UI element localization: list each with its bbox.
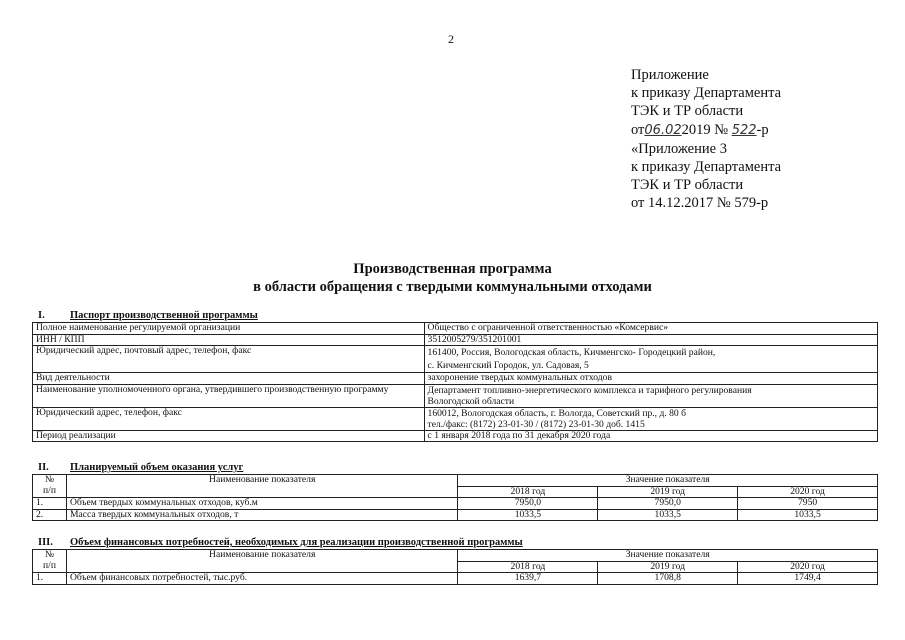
title-line: Производственная программа	[353, 261, 552, 277]
row-label: Вид деятельности	[33, 373, 425, 385]
table-row	[33, 384, 878, 407]
document-title	[0, 260, 905, 296]
appendix-block	[631, 66, 781, 213]
row-value: захоронение твердых коммунальных отходов	[424, 373, 877, 385]
appendix-line: к приказу Департамента	[631, 85, 782, 102]
appendix-line: ТЭК и ТР области	[631, 103, 744, 120]
row-label: Юридический адрес, почтовый адрес, телефон, факс	[33, 346, 425, 373]
appendix-line: «Приложение 3	[631, 140, 727, 157]
row-label: Наименование уполномоченного органа, утвердившего производственную программу	[33, 384, 425, 407]
col-header-name: Наименование показателя	[66, 550, 458, 573]
row-value: 1033,5	[738, 509, 878, 521]
table-row	[33, 334, 878, 346]
section-title: Паспорт производственной программы	[70, 310, 258, 321]
year-header: 2019 год	[598, 486, 738, 498]
row-value: с 1 января 2018 года по 31 декабря 2020 года	[424, 430, 877, 442]
passport-table	[32, 322, 878, 442]
financial-needs-table	[32, 549, 878, 585]
row-name: Объем финансовых потребностей, тыс.руб.	[66, 573, 458, 585]
row-value: 161400, Россия, Вологодская область, Кичменгско- Городецкий район, с. Кичменгский Городок, ул. Садовая, 5	[424, 346, 877, 373]
appendix-date-line	[631, 121, 781, 140]
section-title: Планируемый объем оказания услуг	[70, 462, 244, 473]
row-value: 1639,7	[458, 573, 598, 585]
year-header: 2020 год	[738, 561, 878, 573]
table-row	[33, 509, 878, 521]
col-header-name: Наименование показателя	[66, 475, 458, 498]
row-value: 1708,8	[598, 573, 738, 585]
year-header: 2019 год	[598, 561, 738, 573]
row-num: 2.	[33, 509, 67, 521]
row-label: Полное наименование регулируемой организации	[33, 323, 425, 335]
section-title: Объем финансовых потребностей, необходимых для реализации производственной программы	[70, 537, 523, 548]
row-name: Масса твердых коммунальных отходов, т	[66, 509, 458, 521]
order-suffix: -р	[756, 121, 769, 138]
row-value: 1033,5	[598, 509, 738, 521]
section-number: III.	[38, 537, 53, 548]
col-header-num: № п/п	[33, 475, 67, 498]
section1-heading	[38, 310, 258, 321]
row-label: Юридический адрес, телефон, факс	[33, 407, 425, 430]
year-header: 2020 год	[738, 486, 878, 498]
row-num: 1.	[33, 498, 67, 510]
year-header: 2018 год	[458, 486, 598, 498]
row-value: 160012, Вологодская область, г. Вологда, Советский пр., д. 80 б тел./факс: (8172) 23-01-30 / (8172) 23-01-30 доб. 1415	[424, 407, 877, 430]
row-name: Объем твердых коммунальных отходов, куб.м	[66, 498, 458, 510]
row-label: ИНН / КПП	[33, 334, 425, 346]
page-number: 2	[448, 32, 454, 46]
year-header: 2018 год	[458, 561, 598, 573]
row-num: 1.	[33, 573, 67, 585]
table-header-row	[33, 475, 878, 487]
section2-heading	[38, 462, 243, 473]
section3-heading	[38, 537, 523, 548]
table-header-row	[33, 550, 878, 562]
section-number: I.	[38, 310, 45, 321]
table-row	[33, 573, 878, 585]
row-value: Общество с ограниченной ответственностью «Комсервис»	[424, 323, 877, 335]
row-value: Департамент топливно-энергетического комплекса и тарифного регулирования Вологодской области	[424, 384, 877, 407]
col-header-value: Значение показателя	[458, 475, 878, 487]
appendix-line: ТЭК и ТР области	[631, 177, 744, 194]
title-line: в области обращения с твердыми коммунальными отходами	[253, 279, 652, 295]
row-value: 1749,4	[738, 573, 878, 585]
table-row	[33, 373, 878, 385]
appendix-line: от 14.12.2017 № 579-р	[631, 195, 769, 212]
section-number: II.	[38, 462, 49, 473]
table-row	[33, 346, 878, 373]
handwritten-order-number: 522	[731, 122, 757, 138]
table-row	[33, 430, 878, 442]
appendix-line: Приложение	[631, 67, 709, 83]
table-row	[33, 498, 878, 510]
table-row	[33, 407, 878, 430]
handwritten-date: 06.02	[644, 122, 682, 138]
row-label: Период реализации	[33, 430, 425, 442]
row-value: 3512005279/351201001	[424, 334, 877, 346]
date-year: 2019 №	[681, 121, 729, 138]
row-value: 7950,0	[598, 498, 738, 510]
appendix-line: к приказу Департамента	[631, 159, 782, 176]
table-row	[33, 323, 878, 335]
services-table	[32, 474, 878, 521]
row-value: 7950	[738, 498, 878, 510]
row-value: 7950,0	[458, 498, 598, 510]
row-value: 1033,5	[458, 509, 598, 521]
col-header-num: № п/п	[33, 550, 67, 573]
date-prefix: от	[631, 121, 645, 138]
col-header-value: Значение показателя	[458, 550, 878, 562]
